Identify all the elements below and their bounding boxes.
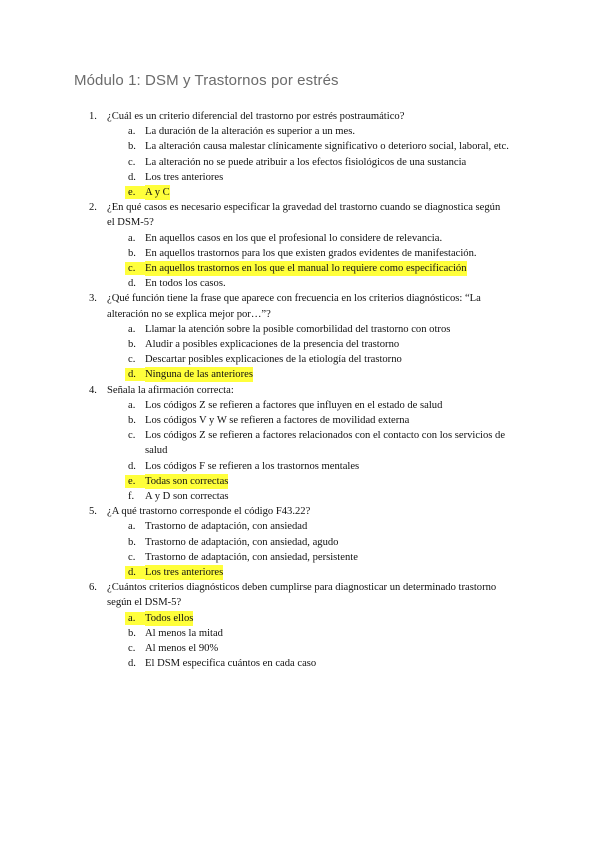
- question-line: [0, 504, 600, 519]
- question-text: ¿Cuántos criterios diagnósticos deben cumplirse para diagnosticar un determinado trastorno: [107, 582, 497, 594]
- answer-option: [0, 641, 600, 656]
- option-letter: b.: [128, 339, 136, 350]
- question-line: [0, 200, 600, 215]
- option-text: Todos ellos: [145, 612, 194, 624]
- question-text: ¿En qué casos es necesario especificar la gravedad del trastorno cuando se diagnostica según: [107, 202, 501, 214]
- option-text: Ninguna de las anteriores: [145, 369, 253, 381]
- question-text: Señala la afirmación correcta:: [107, 384, 234, 396]
- question-line: [0, 307, 600, 322]
- question-line: [0, 383, 600, 398]
- question-number: 3.: [89, 293, 97, 305]
- option-letter: e.: [128, 475, 136, 487]
- answer-option: [0, 170, 600, 185]
- option-text: La alteración no se puede atribuir a los efectos fisiológicos de una sustancia: [145, 156, 467, 168]
- answer-option: [0, 550, 600, 565]
- option-letter: d.: [128, 171, 136, 183]
- option-text: A y D son correctas: [145, 491, 229, 502]
- answer-option-highlighted: [0, 185, 600, 200]
- option-text: La duración de la alteración es superior a un mes.: [145, 126, 356, 138]
- answer-option: [0, 443, 600, 458]
- option-text: En todos los casos.: [145, 278, 226, 290]
- option-letter: b.: [128, 627, 136, 639]
- option-letter: a.: [128, 232, 136, 244]
- answer-option: [0, 246, 600, 261]
- answer-option-highlighted: [0, 474, 600, 489]
- answer-option: [0, 337, 600, 352]
- option-text: El DSM especifica cuántos en cada caso: [145, 658, 317, 670]
- answer-option: [0, 352, 600, 367]
- answer-option: [0, 535, 600, 550]
- option-text: Los tres anteriores: [145, 171, 224, 183]
- option-text: Los códigos Z se refieren a factores que influyen en el estado de salud: [145, 399, 443, 411]
- option-letter: a.: [128, 612, 136, 624]
- answer-option: [0, 519, 600, 534]
- option-letter: d.: [128, 278, 136, 290]
- question-text: el DSM-5?: [107, 217, 154, 229]
- question-text: según el DSM-5?: [107, 597, 182, 609]
- option-text: La alteración causa malestar clínicamente significativo o deterioro social, laboral, etc.: [145, 141, 509, 153]
- answer-option: [0, 398, 600, 413]
- option-text: En aquellos trastornos en los que el manual lo requiere como especificación: [145, 263, 467, 274]
- option-letter: c.: [128, 643, 136, 654]
- option-text: Los códigos V y W se refieren a factores de movilidad externa: [145, 415, 410, 426]
- answer-option: [0, 139, 600, 154]
- question-line: [0, 109, 600, 124]
- option-letter: c.: [128, 263, 136, 274]
- option-letter: d.: [128, 460, 136, 472]
- option-letter: c.: [128, 354, 136, 366]
- option-text: Los códigos F se refieren a los trastornos mentales: [145, 460, 360, 472]
- question-number: 6.: [89, 582, 97, 594]
- answer-option: [0, 322, 600, 337]
- option-text: salud: [145, 445, 168, 457]
- question-number: 1.: [89, 111, 97, 122]
- question-text: alteración no se explica mejor por…”?: [107, 308, 271, 320]
- answer-option-highlighted: [0, 611, 600, 626]
- option-text: A y C: [145, 187, 170, 198]
- option-text: En aquellos casos en los que el profesional lo considere de relevancia.: [145, 232, 443, 244]
- answer-option: [0, 626, 600, 641]
- option-letter: a.: [128, 521, 136, 533]
- question-text: ¿Qué función tiene la frase que aparece con frecuencia en los criterios diagnósticos: “La: [107, 293, 481, 305]
- option-text: Al menos el 90%: [145, 643, 219, 654]
- question-line: [0, 580, 600, 595]
- option-letter: d.: [128, 658, 136, 670]
- option-text: Llamar la atención sobre la posible comorbilidad del trastorno con otros: [145, 323, 451, 335]
- question-number: 5.: [89, 506, 97, 518]
- option-letter: c.: [128, 156, 136, 168]
- question-text: ¿Cuál es un criterio diferencial del trastorno por estrés postraumático?: [107, 111, 405, 122]
- option-text: Trastorno de adaptación, con ansiedad: [145, 521, 308, 533]
- answer-option: [0, 489, 600, 504]
- question-line: [0, 291, 600, 306]
- option-letter: b.: [128, 415, 136, 426]
- option-text: Descartar posibles explicaciones de la etiología del trastorno: [145, 354, 402, 366]
- option-text: Todas son correctas: [145, 475, 229, 487]
- option-text: Al menos la mitad: [145, 627, 223, 639]
- question-text: ¿A qué trastorno corresponde el código F43.22?: [107, 506, 311, 518]
- option-text: Aludir a posibles explicaciones de la presencia del trastorno: [145, 339, 400, 350]
- question-line: [0, 215, 600, 230]
- answer-option: [0, 155, 600, 170]
- answer-option: [0, 428, 600, 443]
- answer-option: [0, 276, 600, 291]
- answer-option: [0, 413, 600, 428]
- option-text: Los códigos Z se refieren a factores relacionados con el contacto con los servicios de: [145, 430, 506, 442]
- option-letter: d.: [128, 369, 136, 381]
- answer-option-highlighted: [0, 261, 600, 276]
- question-number: 4.: [89, 384, 97, 396]
- option-letter: a.: [128, 399, 136, 411]
- option-text: Los tres anteriores: [145, 567, 224, 578]
- option-letter: a.: [128, 126, 136, 138]
- option-letter: b.: [128, 247, 136, 259]
- answer-option: [0, 124, 600, 139]
- option-letter: c.: [128, 430, 136, 442]
- question-number: 2.: [89, 202, 97, 214]
- option-letter: f.: [128, 491, 135, 502]
- answer-option-highlighted: [0, 565, 600, 580]
- option-letter: e.: [128, 187, 136, 198]
- option-letter: b.: [128, 141, 136, 153]
- answer-option: [0, 459, 600, 474]
- option-letter: d.: [128, 567, 136, 578]
- page-title: Módulo 1: DSM y Trastornos por estrés: [74, 72, 339, 89]
- answer-option: [0, 231, 600, 246]
- option-text: Trastorno de adaptación, con ansiedad, agudo: [145, 536, 339, 548]
- question-line: [0, 595, 600, 610]
- option-text: Trastorno de adaptación, con ansiedad, persistente: [145, 551, 358, 563]
- option-text: En aquellos trastornos para los que existen grados evidentes de manifestación.: [145, 247, 477, 259]
- option-letter: a.: [128, 323, 136, 335]
- option-letter: b.: [128, 536, 136, 548]
- answer-option: [0, 656, 600, 671]
- option-letter: c.: [128, 551, 136, 563]
- answer-option-highlighted: [0, 367, 600, 382]
